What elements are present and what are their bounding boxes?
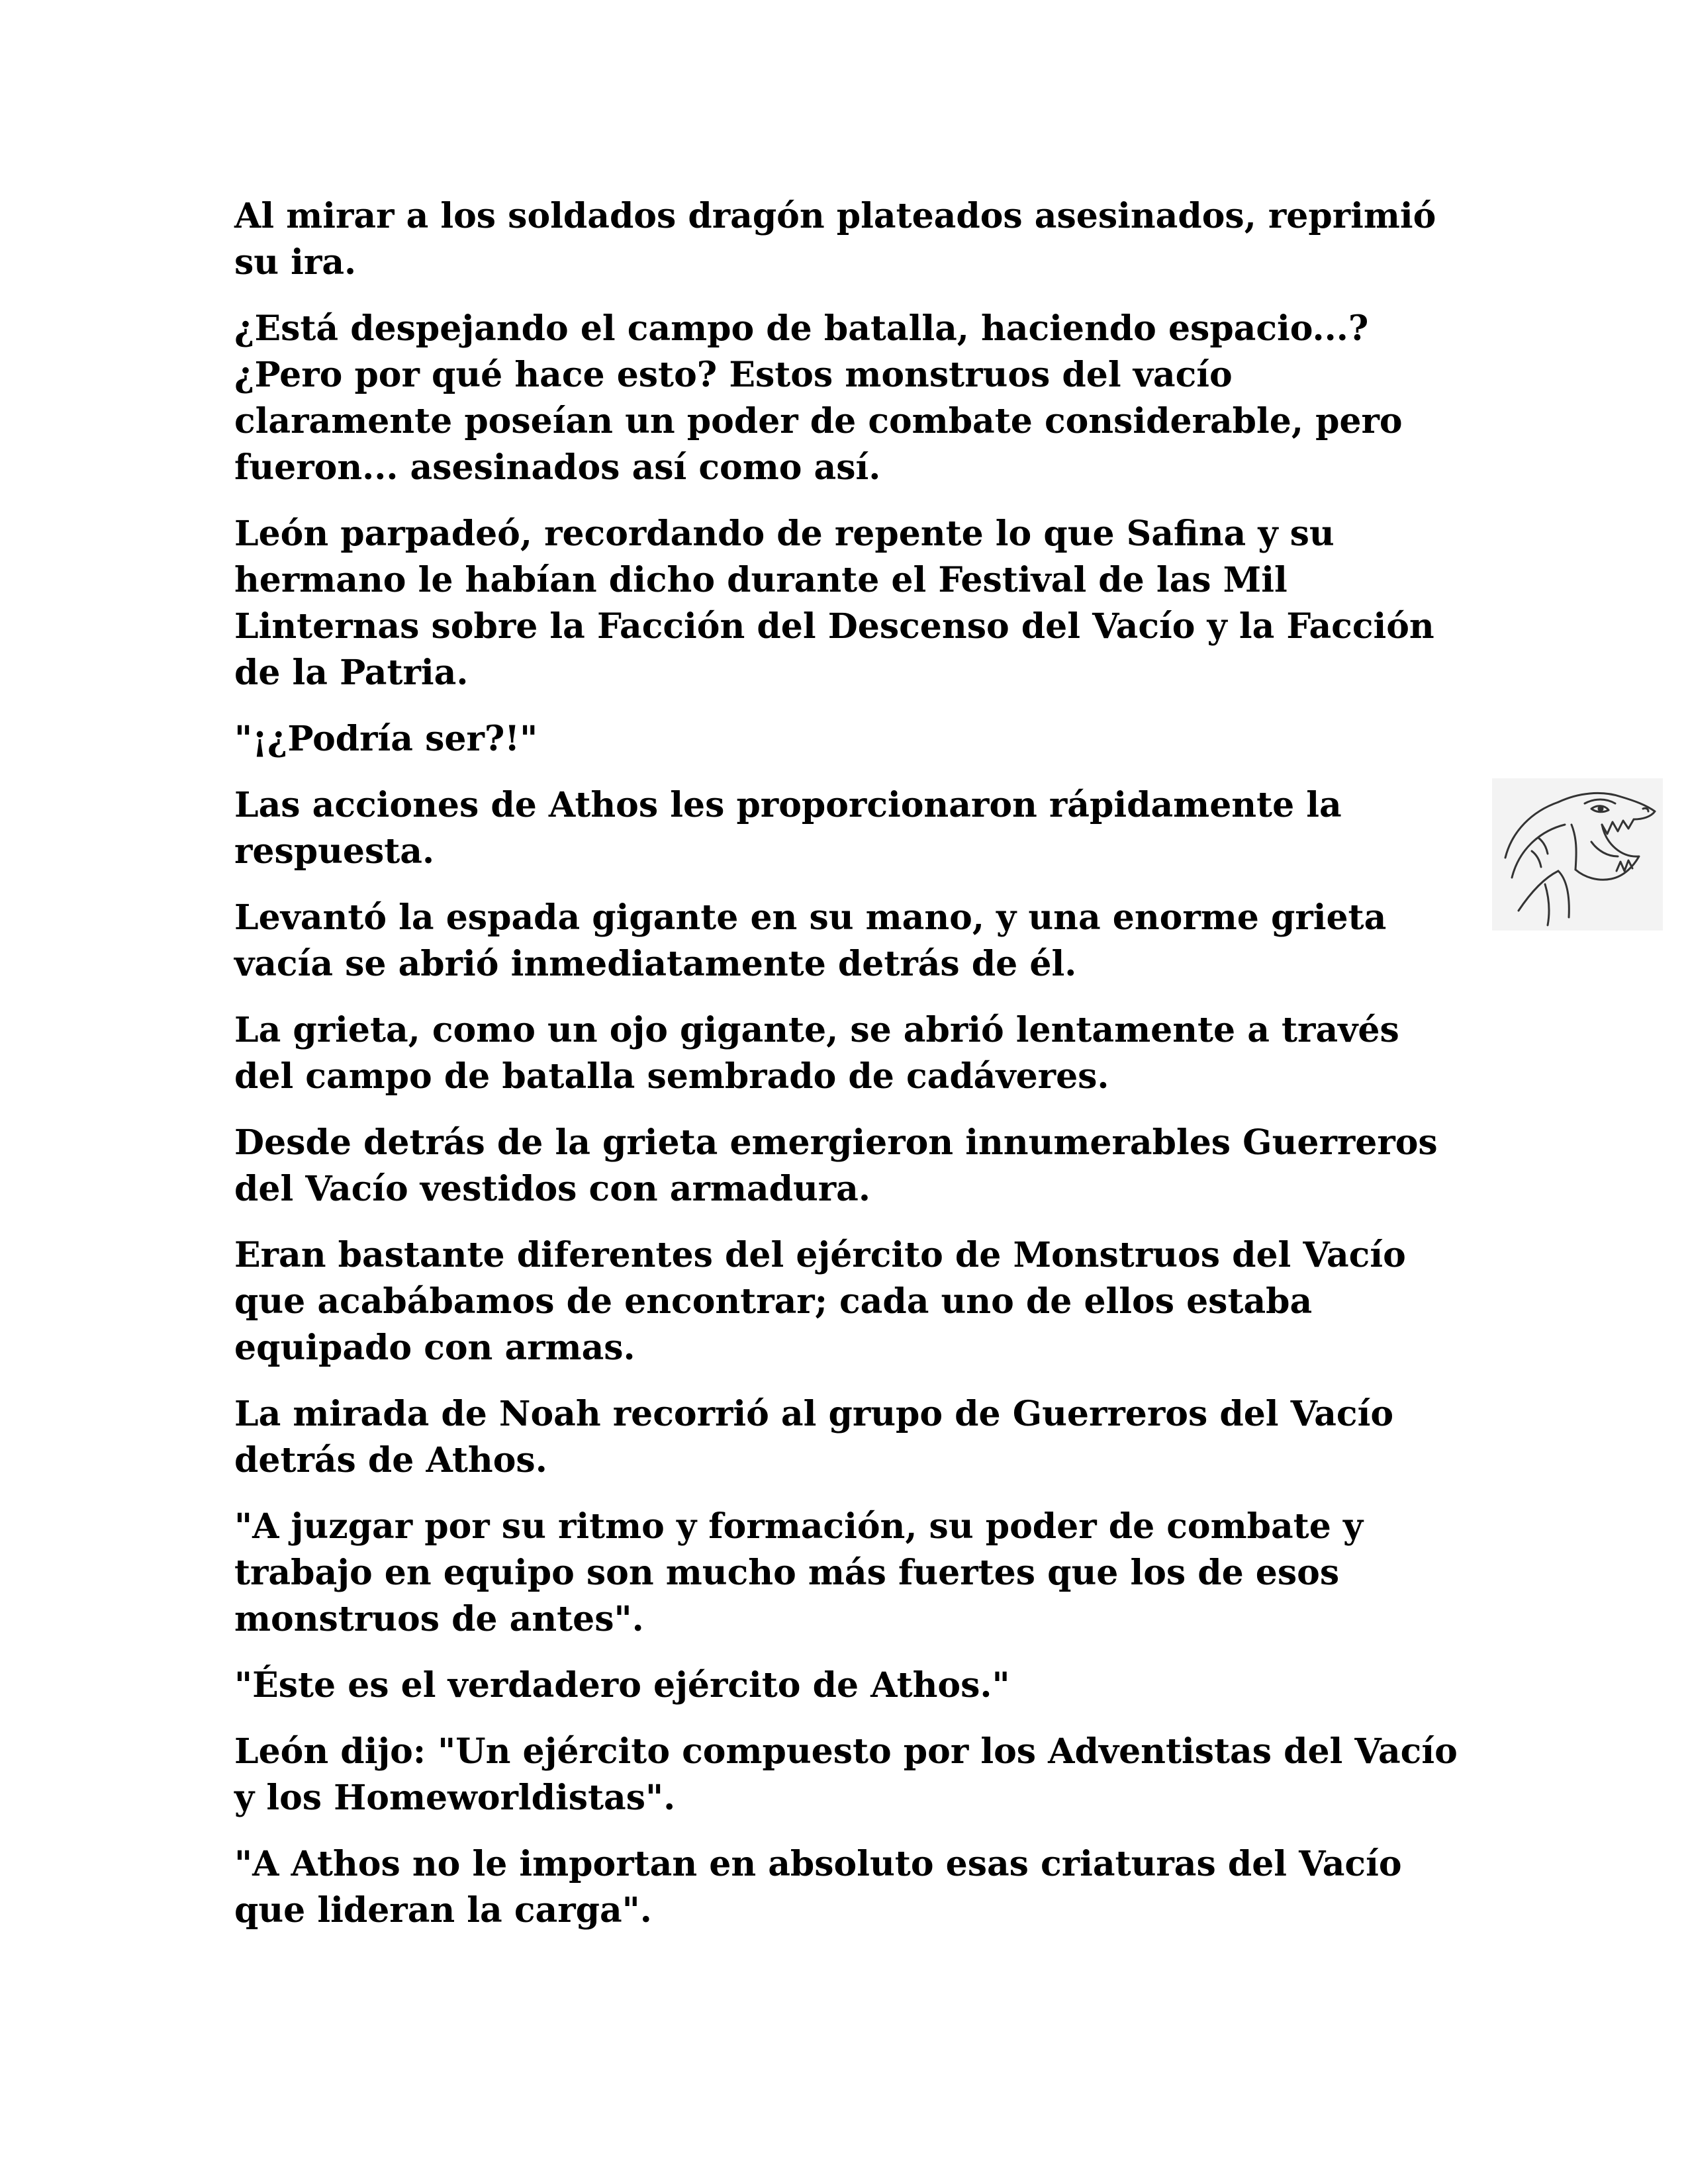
paragraph-8: Desde detrás de la grieta emergieron innumerables Guerreros del Vacío vestidos con armadura. xyxy=(234,1122,1438,1209)
dinosaur-head-icon xyxy=(1492,778,1663,931)
paragraph-6: Levantó la espada gigante en su mano, y una enorme grieta vacía se abrió inmediatamente detrás de él. xyxy=(234,897,1387,984)
paragraph-13: León dijo: "Un ejército compuesto por los Adventistas del Vacío y los Homeworldistas". xyxy=(234,1731,1458,1818)
paragraph-14: "A Athos no le importan en absoluto esas criaturas del Vacío que lideran la carga". xyxy=(234,1844,1402,1931)
paragraph-3: León parpadeó, recordando de repente lo que Safina y su hermano le habían dicho durante el Festival de las Mil Linternas sobre la Facción del Descenso del Vacío y la Facción de la Patria. xyxy=(234,514,1434,693)
paragraph-9: Eran bastante diferentes del ejército de Monstruos del Vacío que acabábamos de encontrar; cada uno de ellos estaba equipado con armas. xyxy=(234,1235,1406,1368)
paragraph-12: "Éste es el verdadero ejército de Athos." xyxy=(234,1665,1010,1706)
paragraph-5: Las acciones de Athos les proporcionaron rápidamente la respuesta. xyxy=(234,785,1342,872)
paragraph-7: La grieta, como un ojo gigante, se abrió lentamente a través del campo de batalla sembrado de cadáveres. xyxy=(234,1010,1399,1097)
paragraph-10: La mirada de Noah recorrió al grupo de Guerreros del Vacío detrás de Athos. xyxy=(234,1394,1394,1480)
paragraph-1: Al mirar a los soldados dragón plateados asesinados, reprimió su ira. xyxy=(234,196,1436,283)
paragraph-11: "A juzgar por su ritmo y formación, su poder de combate y trabajo en equipo son mucho más fuertes que los de esos monstruos de antes". xyxy=(234,1506,1364,1639)
paragraph-2: ¿Está despejando el campo de batalla, haciendo espacio...? ¿Pero por qué hace esto? Estos monstruos del vacío claramente poseían un poder de combate considerable, pero fueron... asesinados así como así. xyxy=(234,308,1403,488)
paragraph-4: "¡¿Podría ser?!" xyxy=(234,719,538,759)
document-body xyxy=(234,193,1459,1954)
